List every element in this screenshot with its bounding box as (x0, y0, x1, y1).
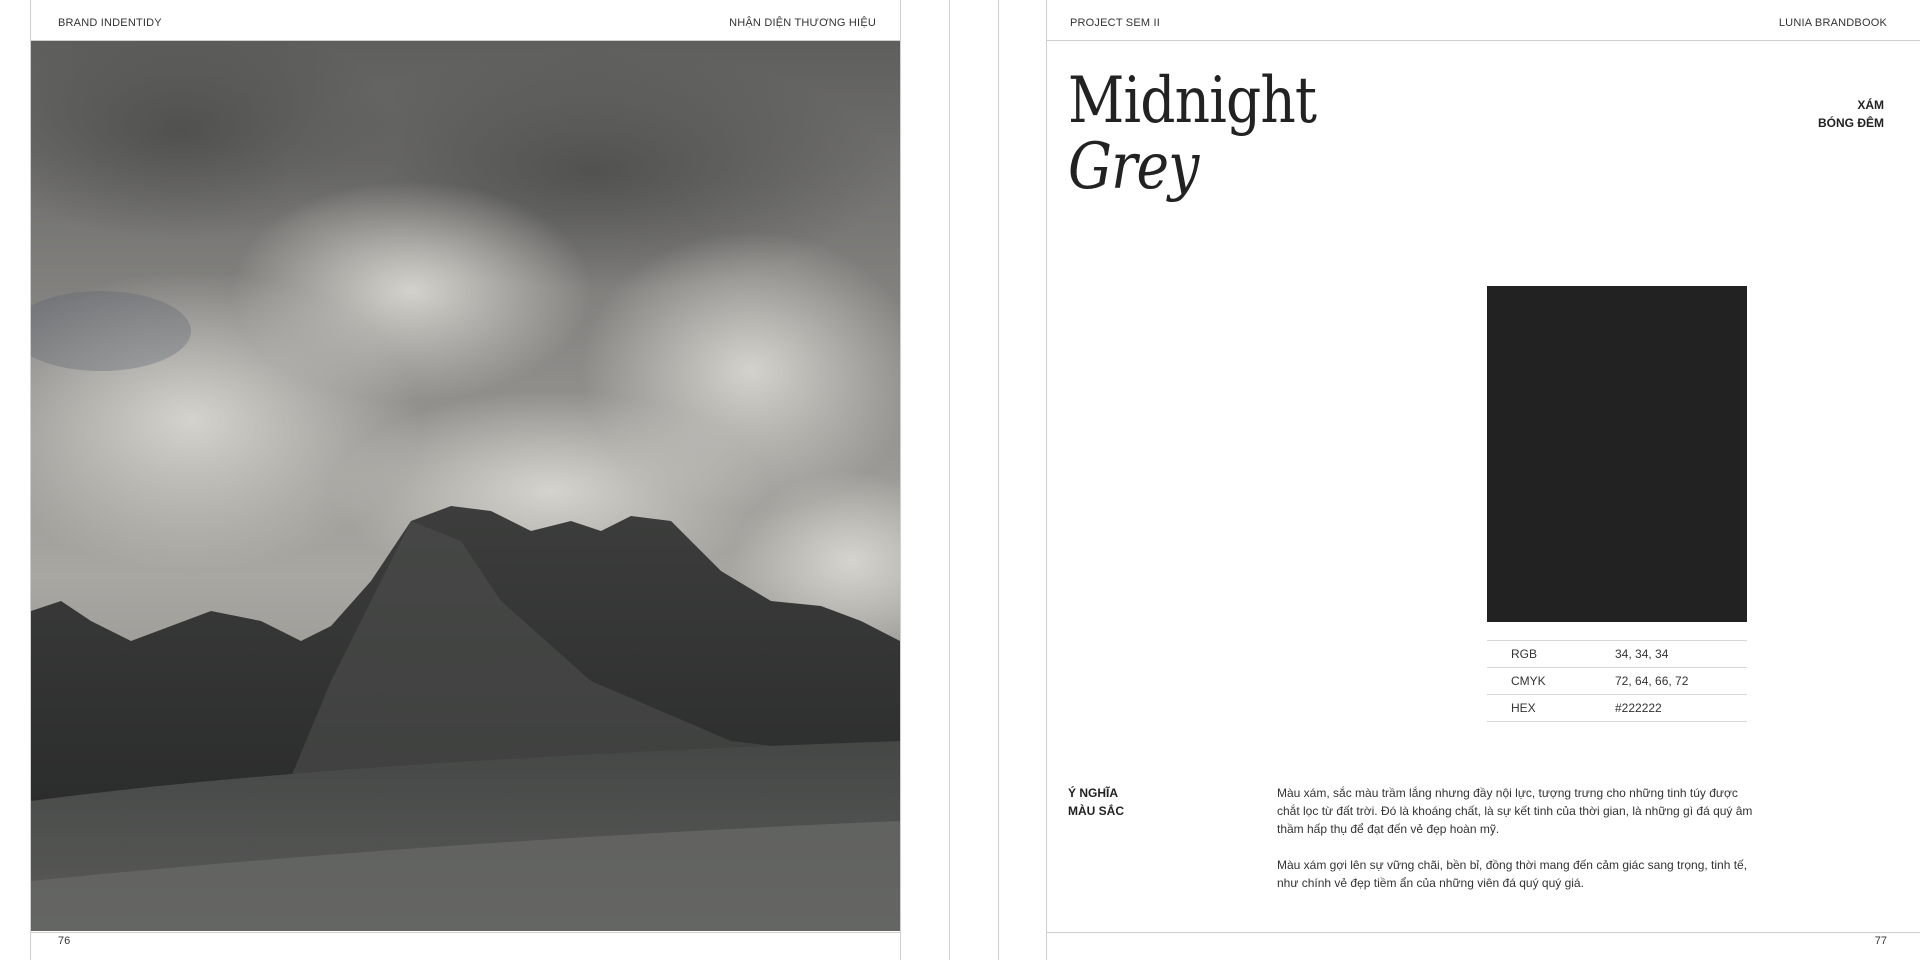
mountain-cloud-image (31, 41, 900, 931)
spec-value: #222222 (1615, 701, 1662, 715)
spec-row-cmyk (1487, 667, 1747, 694)
spec-value: 72, 64, 66, 72 (1615, 674, 1689, 688)
spec-row-rgb (1487, 640, 1747, 667)
meaning-label (1068, 784, 1124, 820)
color-title-line2: Grey (1068, 130, 1199, 204)
meaning-paragraph-2: Màu xám gợi lên sự vững chãi, bền bỉ, đồng thời mang đến cảm giác sang trọng, tinh tế, như chính vẻ đẹp tiềm ẩn của những viên đá quý quý giá. (1277, 858, 1748, 890)
color-swatch (1487, 286, 1747, 622)
color-title-line1: Midnight (1068, 64, 1317, 138)
left-header-subtitle: NHẬN DIỆN THƯƠNG HIỆU (729, 17, 876, 29)
right-footer-rule (1046, 932, 1920, 933)
meaning-label-line1: Ý NGHĨA (1068, 786, 1119, 800)
meaning-paragraph-1: Màu xám, sắc màu trầm lắng nhưng đầy nội lực, tượng trưng cho những tinh túy được chắt lọc từ đất trời. Đó là khoáng chất, là sự kết tinh của thời gian, là những gì đá quý âm thầm hấp thụ để đạt đến vẻ đẹp hoàn mỹ. (1277, 786, 1753, 836)
meaning-label-line2: MÀU SẮC (1068, 804, 1124, 818)
vietnamese-color-name (1818, 96, 1884, 132)
spec-label: CMYK (1511, 674, 1546, 688)
spec-label: HEX (1511, 701, 1536, 715)
right-page-number: 77 (1874, 935, 1887, 947)
left-header-title: BRAND INDENTIDY (58, 17, 162, 29)
spec-label: RGB (1511, 647, 1538, 661)
viet-name-line2: BÓNG ĐÊM (1818, 116, 1884, 130)
right-header-rule (1046, 40, 1920, 41)
left-page-number: 76 (58, 935, 71, 947)
spec-value: 34, 34, 34 (1615, 647, 1669, 661)
right-page-edge (1046, 0, 1047, 960)
spine-line-2 (998, 0, 999, 960)
color-title (1068, 64, 1357, 204)
left-footer-rule (30, 932, 901, 933)
right-header-project: PROJECT SEM II (1070, 17, 1160, 29)
left-page-gutter (900, 0, 901, 960)
spine-line-1 (949, 0, 950, 960)
spec-row-hex (1487, 694, 1747, 722)
mountain-photo (31, 41, 900, 931)
viet-name-line1: XÁM (1857, 98, 1884, 112)
meaning-body (1277, 784, 1757, 910)
right-header-brandbook: LUNIA BRANDBOOK (1778, 17, 1887, 29)
color-spec-table (1487, 640, 1747, 722)
